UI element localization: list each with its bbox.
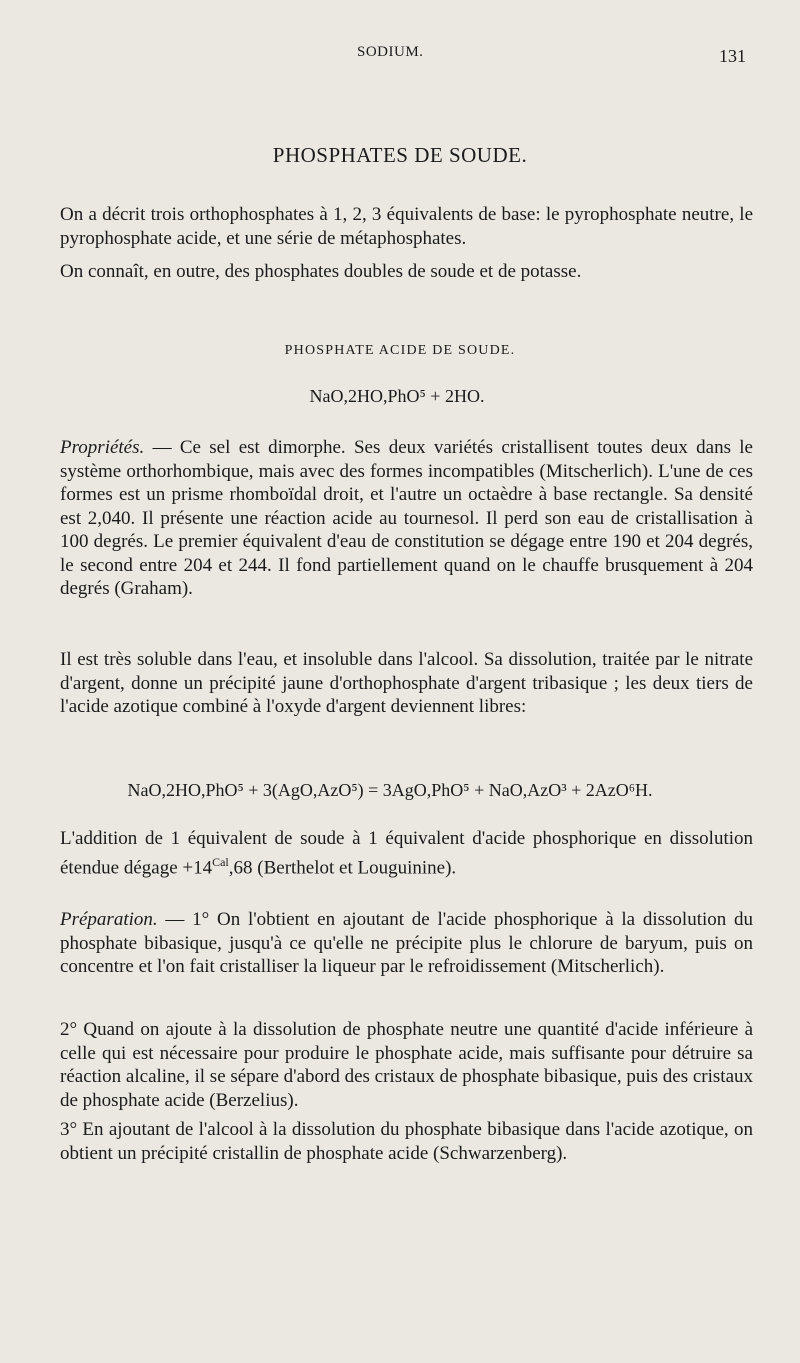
proprietes-paragraph xyxy=(60,436,753,601)
solubility-text: Il est très soluble dans l'eau, et insoluble dans l'alcool. Sa dissolution, traitée par le nitrate d'argent, donne un précipité jaune d'orthophosphate d'argent tribasique ; les deux tiers de l'acide azotique combiné à l'oxyde d'argent deviennent libres: xyxy=(60,649,753,717)
preparation-label: Préparation. xyxy=(60,909,158,930)
intro-paragraph-2 xyxy=(60,260,753,284)
running-title: SODIUM. xyxy=(357,44,424,60)
preparation-text-2: 2° Quand on ajoute à la dissolution de phosphate neutre une quantité d'acide inférieure à celle qui est nécessaire pour produire le phosphate acide, mais suffisante pour détruire sa réaction alcaline, il se sépare d'abord des cristaux de phosphate bibasique, puis des cristaux de phosphate acide (Berzelius). xyxy=(60,1019,753,1111)
formula-composition: NaO,2HO,PhO⁵ + 2HO. xyxy=(309,386,485,406)
addition-text-after: ,68 (Berthelot et Louguinine). xyxy=(228,856,457,878)
addition-text-before: L'addition de 1 équivalent de soude à 1 équivalent d'acide phosphorique en dissolution étendue dégage +14 xyxy=(60,828,753,878)
solubility-paragraph xyxy=(60,648,753,719)
preparation-paragraph-1 xyxy=(60,908,753,979)
preparation-paragraph-2 xyxy=(60,1018,753,1112)
intro-paragraph-1 xyxy=(60,203,753,250)
intro-text-1: On a décrit trois orthophosphates à 1, 2, 3 équivalents de base: le pyrophosphate neutre, le pyrophosphate acide, et une série de métaphosphates. xyxy=(60,204,753,249)
subsection-title: PHOSPHATE ACIDE DE SOUDE. xyxy=(284,343,516,358)
page-header xyxy=(0,44,800,74)
section-title: PHOSPHATES DE SOUDE. xyxy=(272,143,528,167)
addition-paragraph xyxy=(60,827,753,879)
proprietes-label: Propriétés. xyxy=(60,437,145,458)
preparation-text-3: 3° En ajoutant de l'alcool à la dissolution du phosphate bibasique dans l'acide azotique, on obtient un précipité cristallin de phosphate acide (Schwarzenberg). xyxy=(60,1119,753,1164)
addition-sup: Cal xyxy=(212,854,229,869)
preparation-paragraph-3 xyxy=(60,1118,753,1165)
page-number: 131 xyxy=(719,46,746,66)
proprietes-text: — Ce sel est dimorphe. Ses deux variétés cristallisent toutes deux dans le système orthorhombique, mais avec des formes incompatibles (Mitscherlich). L'une de ces formes est un prisme rhomboïdal droit, et l'autre un octaèdre à base rectangle. Sa densité est 2,040. Il présente une réaction acide au tournesol. Il perd son eau de cristallisation à 100 degrés. Le premier équivalent d'eau de constitution se dégage entre 190 et 204 degrés, le second entre 204 et 244. Il fond partiellement quand on le chauffe brusquement à 204 degrés (Graham). xyxy=(60,437,753,599)
preparation-text-1: — 1° On l'obtient en ajoutant de l'acide phosphorique à la dissolution du phosphate bibasique, jusqu'à ce qu'elle ne précipite plus le chlorure de baryum, puis on concentre et l'on fait cristalliser la liqueur par le refroidissement (Mitscherlich). xyxy=(60,909,753,977)
intro-text-2: On connaît, en outre, des phosphates doubles de soude et de potasse. xyxy=(60,261,582,282)
formula-reaction: NaO,2HO,PhO⁵ + 3(AgO,AzO⁵) = 3AgO,PhO⁵ + NaO,AzO³ + 2AzO⁶H. xyxy=(127,780,653,800)
